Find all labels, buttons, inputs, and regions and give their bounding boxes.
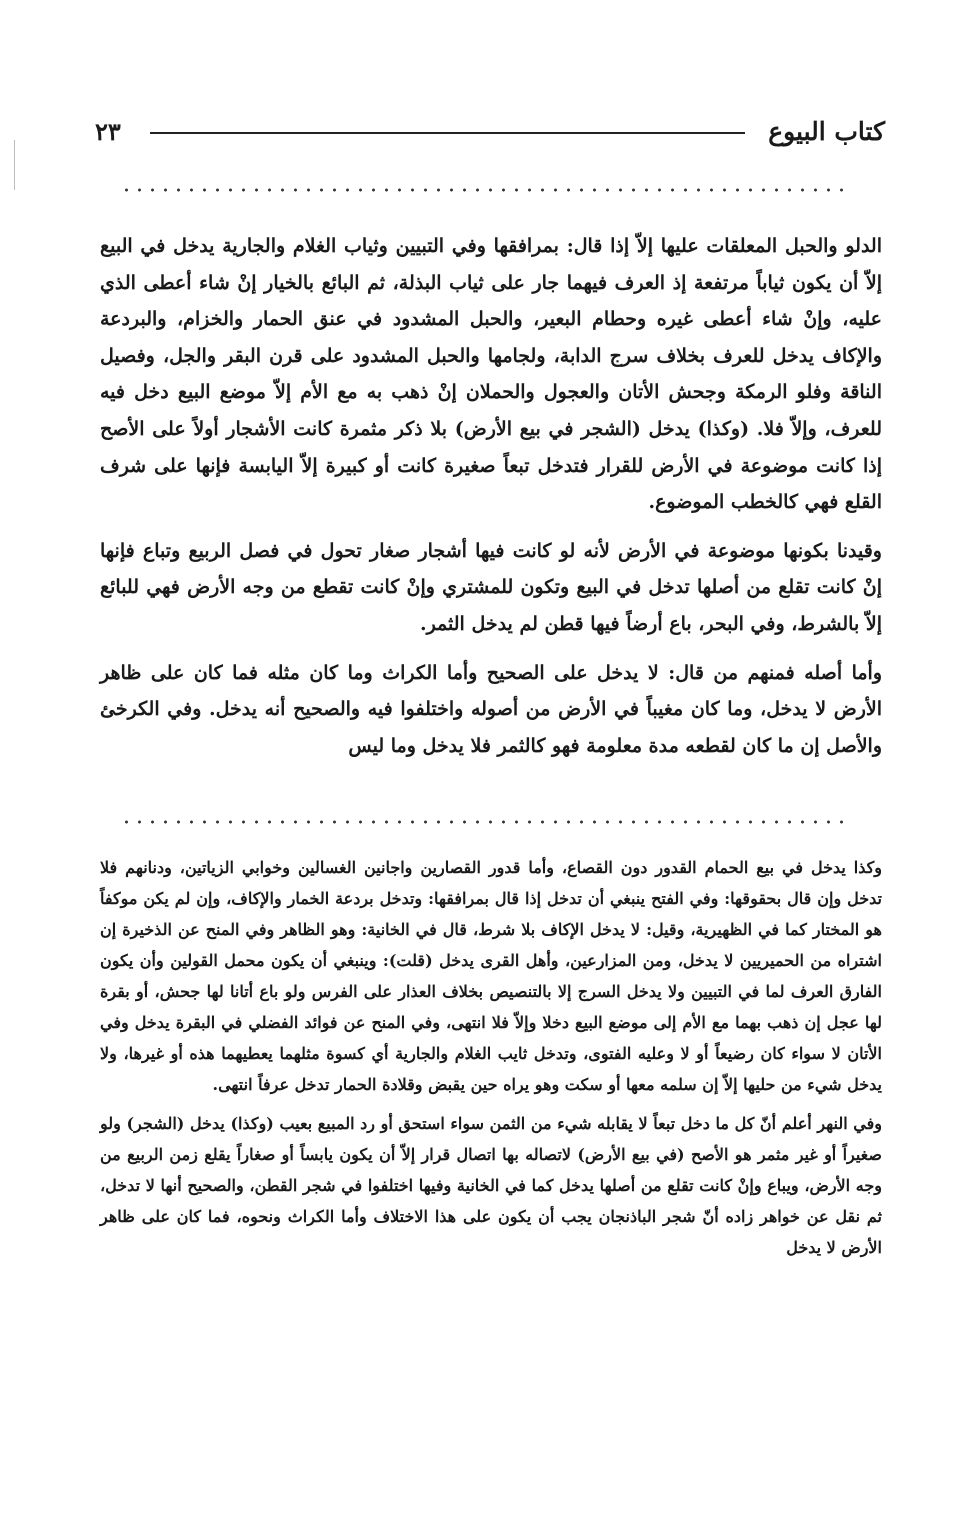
running-title: كتاب البيوع: [768, 117, 885, 146]
commentary-paragraph: وفي النهر أعلم أنّ كل ما دخل تبعاً لا يقابله شيء من الثمن سواء استحق أو رد المبيع بعيب (وكذا) يدخل (الشجر) ولو صغيراً أو غير مثمر هو الأصح (في بيع الأرض) لاتصاله بها اتصال قرار إلاّ أن يكون يابساً أو صغاراً يقلع زمن الربيع من وجه الأرض، ويباع وإنْ كانت تقلع من أصلها يدخل كما في الخانية وفيها اختلفوا في شجر القطن، والصحيح أنها لا تدخل، ثم نقل عن خواهر زاده أنّ شجر الباذنجان يجب أن يكون على هذا الاختلاف وأما الكراث ونحوه، فما كان على ظاهر الأرض لا يدخل: [100, 1114, 882, 1257]
dotted-separator-top: [120, 188, 845, 192]
dotted-separator-middle: [120, 820, 845, 824]
commentary-text: [100, 852, 882, 1271]
main-paragraph: وقيدنا بكونها موضوعة في الأرض لأنه لو كانت فيها أشجار صغار تحول في فصل الربيع وتباع فإنها إنْ كانت تقلع من أصلها تدخل في البيع وتكون للمشتري وإنْ كانت تقطع من وجه الأرض فهي للبائع إلاّ بالشرط، وفي البحر، باع أرضاً فيها قطن لم يدخل الثمر.: [100, 539, 882, 635]
main-paragraph: الدلو والحبل المعلقات عليها إلاّ إذا قال: بمرافقها وفي التبيين وثياب الغلام والجارية يدخل في البيع إلاّ أن يكون ثياباً مرتفعة إذ العرف فيهما جار على ثياب البذلة، ثم البائع بالخيار إنْ شاء أعطى الذي عليه، وإنْ شاء أعطى غيره وحطام البعير، والحبل المشدود في عنق الحمار والخزام، والبردعة والإكاف يدخل للعرف بخلاف سرج الدابة، ولجامها والحبل المشدود على قرن البقر والجل، وفصيل الناقة وفلو الرمكة وجحش الأتان والعجول والحملان إنْ ذهب به مع الأم إلاّ موضع البيع دخل فيه للعرف، وإلاّ فلا. (وكذا) يدخل (الشجر في بيع الأرض) بلا ذكر مثمرة كانت الأشجار أولاً على الأصح إذا كانت موضوعة في الأرض للقرار فتدخل تبعاً صغيرة كانت أو كبيرة إلاّ اليابسة فإنها على شرف القلع فهي كالخطب الموضوع.: [100, 235, 882, 514]
page-number: ٢٣: [95, 117, 121, 146]
margin-mark: [14, 140, 16, 190]
commentary-paragraph: وكذا يدخل في بيع الحمام القدور دون القصاع، وأما قدور القصارين واجانين الغسالين وخوابي الزياتين، ودنانهم فلا تدخل وإن قال بحقوقها: وفي الفتح ينبغي أن تدخل إذا قال بمرافقها: وتدخل بردعة الخمار والإكاف، وإن لم يكن موكفاً هو المختار كما في الظهيرية، وقيل: لا يدخل الإكاف بلا شرط، قال في الخانية: وهو الظاهر وفي المنح عن الذخيرة إن اشتراه من الحميريين لا يدخل، ومن المزارعين، وأهل القرى يدخل (قلت): وينبغي أن يكون محمل القولين وأن يكون الفارق العرف لما في التبيين ولا يدخل السرج إلا بالتنصيص بخلاف العذار على الفرس ولو باع أتانا لها جحش، أو بقرة لها عجل إن ذهب بهما مع الأم إلى موضع البيع دخلا وإلاّ فلا انتهى، وفي المنح عن فوائد الفضلي في البقرة يدخل وفي الأتان لا سواء كان رضيعاً أو لا وعليه الفتوى، وتدخل ثايب الغلام والجارية أي كسوة مثلهما يعطيهما هذه أو غيرها، ولا يدخل شيء من حليها إلاّ إن سلمه معها أو سكت وهو يراه حين يقبض وقلادة الحمار تدخل عرفاً انتهى.: [100, 858, 883, 1094]
main-text: [100, 228, 882, 776]
main-paragraph: وأما أصله فمنهم من قال: لا يدخل على الصحيح وأما الكراث وما كان مثله فما كان على ظاهر الأرض لا يدخل، وما كان مغيباً في الأرض من أصوله واختلفوا فيه والصحيح أنه يدخل. وفي الكرخئ والأصل إن ما كان لقطعه مدة معلومة فهو كالثمر فلا يدخل وما ليس: [100, 661, 882, 757]
page-header: [95, 112, 885, 152]
header-rule: [150, 132, 745, 134]
